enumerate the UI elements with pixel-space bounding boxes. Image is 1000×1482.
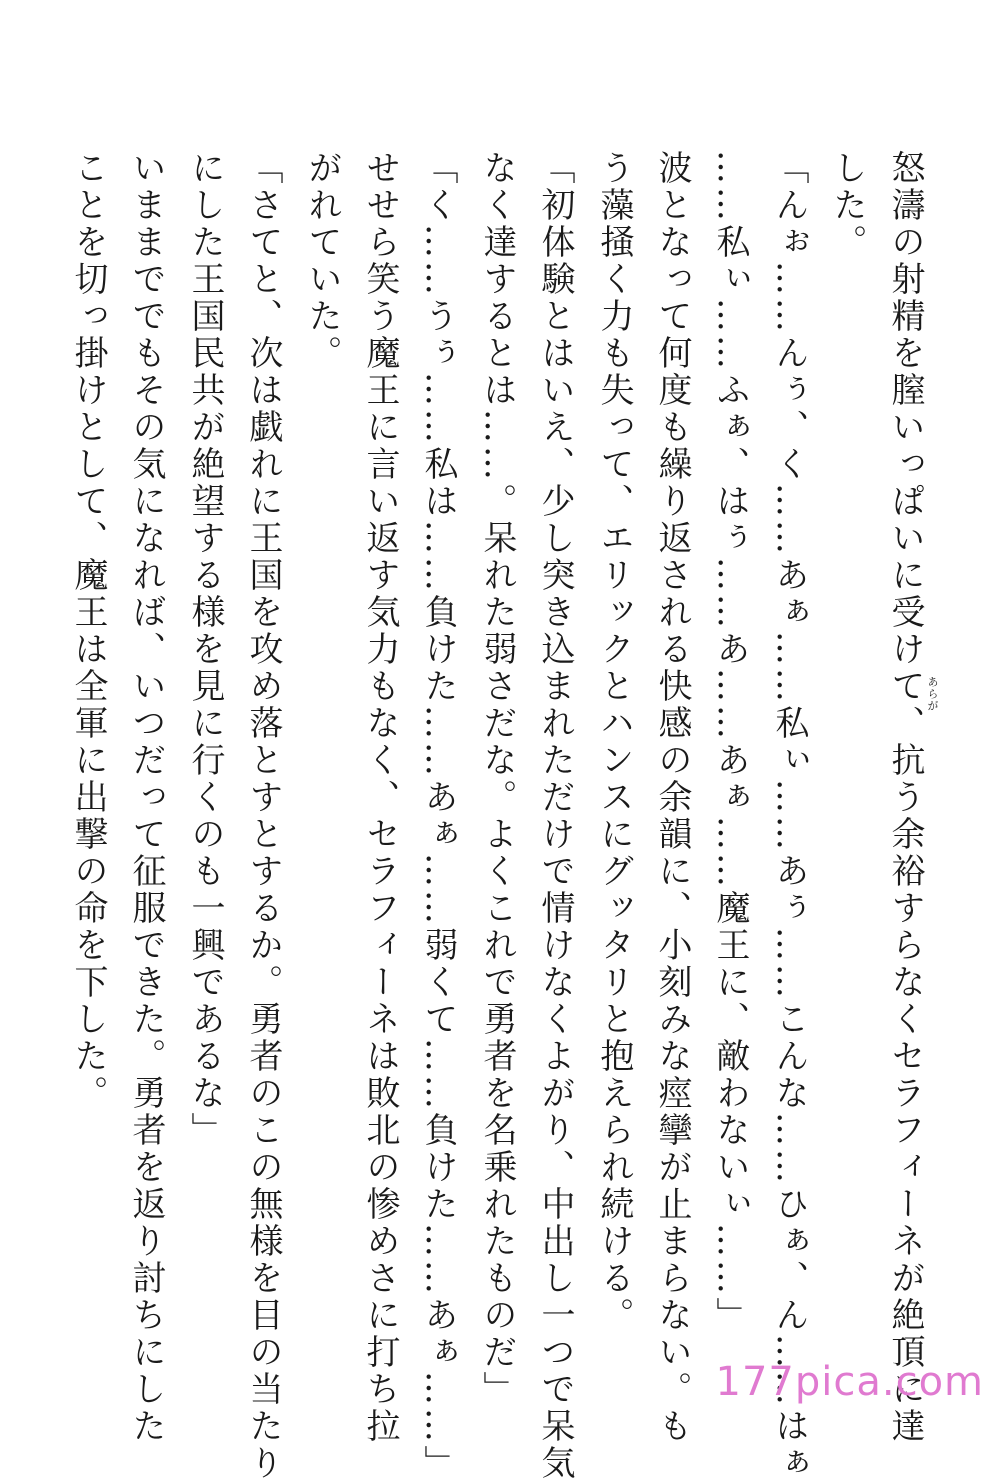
text-line: 波となって何度も繰り返される快感の余韻に、小刻みな痙攣が止まらない。も bbox=[652, 150, 692, 1445]
text-line: 「んぉ……んぅ、く……あぁ……私ぃ……あぅ……こんな……ひぁ、ん……はぁ bbox=[769, 150, 809, 1482]
text-line: いままででもその気になれば、いつだって征服できた。勇者を返り討ちにした bbox=[126, 150, 166, 1445]
text-line: がれていた。 bbox=[302, 150, 342, 372]
text-line: 「初体験とはいえ、少し突き込まれただけで情けなくよがり、中出し一つで呆気 bbox=[535, 150, 575, 1482]
text-line: う藻掻く力も失って、エリックとハンスにグッタリと抱えられ続ける。 bbox=[594, 150, 634, 1334]
text-line: 「さてと、次は戯れに王国を攻め落とすとするか。勇者のこの無様を目の当たり bbox=[243, 150, 283, 1482]
text-line: ……私ぃ……ふぁ、はぅ……あ……あぁ……魔王に、敵わないぃ……」 bbox=[710, 150, 750, 1334]
text-line: した。 bbox=[827, 150, 867, 261]
text-line: にした王国民共が絶望する様を見に行くのも一興であるな」 bbox=[185, 150, 225, 1149]
text-line: 怒濤の射精を膣いっぱいに受けて、抗う余裕すらなくセラフィーネが絶頂に達 bbox=[885, 150, 925, 1445]
furigana-reading: あらが bbox=[926, 676, 939, 712]
text-line: せせら笑う魔王に言い返す気力もなく、セラフィーネは敗北の惨めさに打ち拉 bbox=[360, 150, 400, 1445]
watermark: 177pica.com bbox=[715, 1359, 984, 1405]
text-line: なく達するとは……。呆れた弱さだな。よくこれで勇者を名乗れたものだ」 bbox=[477, 150, 517, 1408]
text-line: 「く……うぅ……私は……負けた……あぁ……弱くて……負けた……あぁ……」 bbox=[418, 150, 458, 1482]
text-line: ことを切っ掛けとして、魔王は全軍に出撃の命を下した。 bbox=[68, 150, 108, 1112]
